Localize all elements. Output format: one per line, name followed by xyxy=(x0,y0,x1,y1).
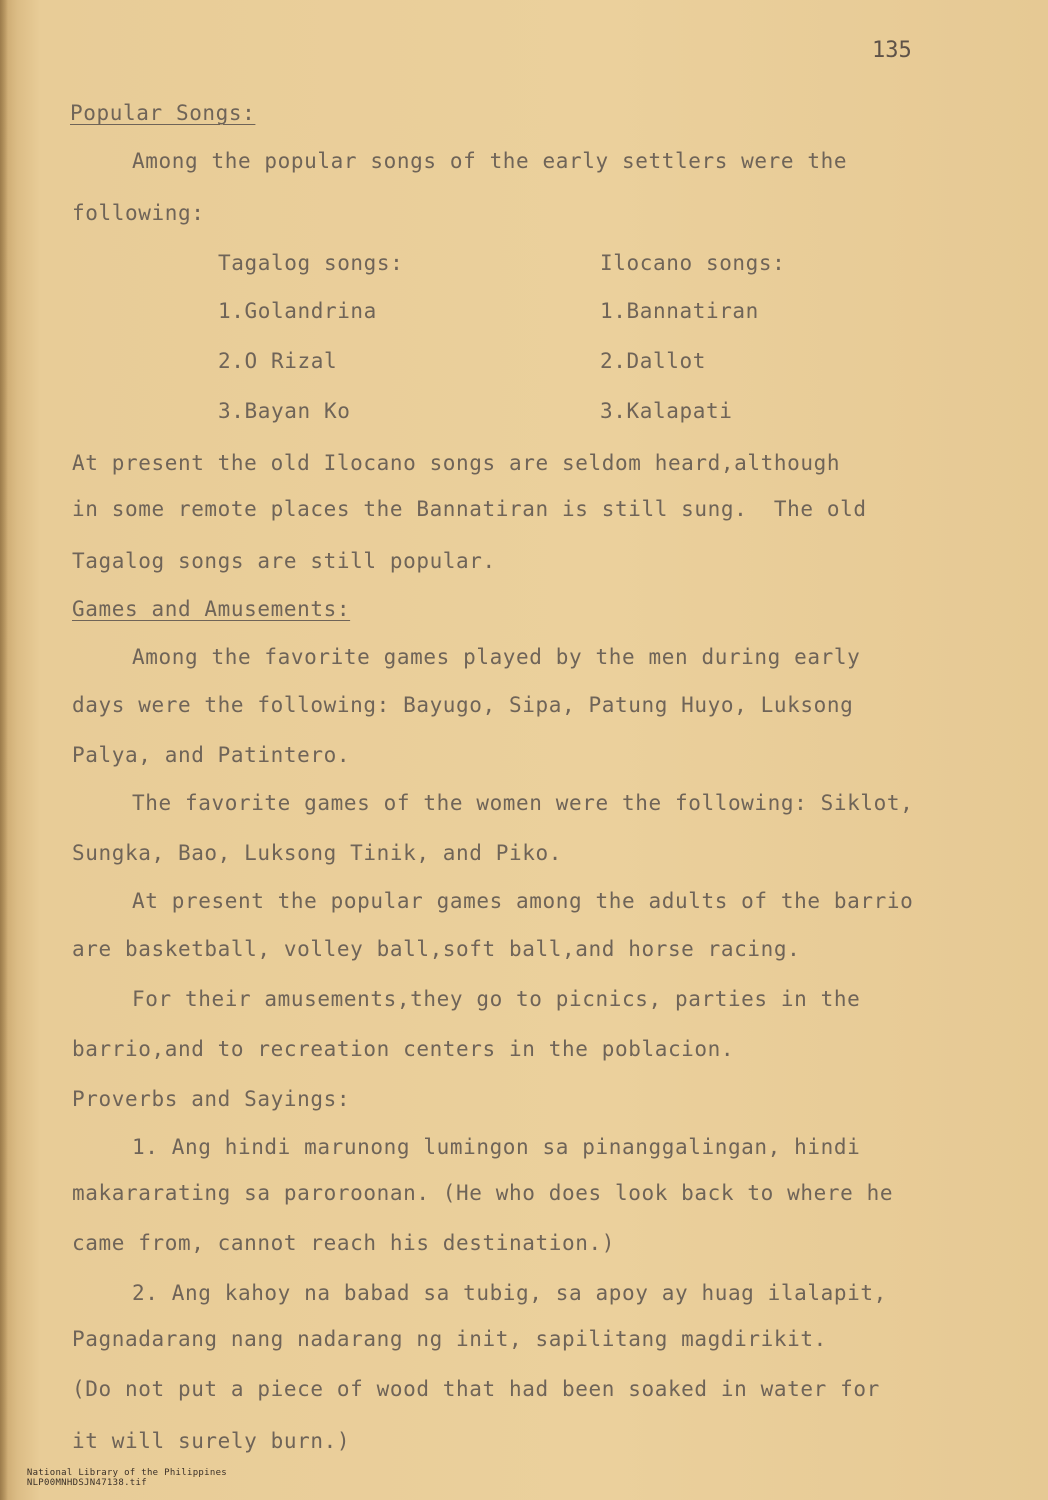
footer-file: NLP00MNHDSJN47138.tif xyxy=(26,1478,147,1488)
games-men-line-3: Palya, and Patintero. xyxy=(72,743,351,767)
proverb-1-line-2: makararating sa paroroonan. (He who does look back to where he xyxy=(72,1181,894,1205)
amusements-line-2: barrio,and to recreation centers in the poblacion. xyxy=(72,1037,735,1061)
games-heading: Games and Amusements: xyxy=(72,597,351,621)
tagalog-song-1: 1.Golandrina xyxy=(218,299,377,323)
proverb-2-line-1: 2. Ang kahoy na babad sa tubig, sa apoy ay huag ilalapit, xyxy=(132,1281,887,1305)
songs-note-line-1: At present the old Ilocano songs are seldom heard,although xyxy=(72,451,841,475)
ilocano-song-2: 2.Dallot xyxy=(600,349,706,373)
games-women-line-1: The favorite games of the women were the following: Siklot, xyxy=(132,791,914,815)
page-number: 135 xyxy=(872,38,912,63)
songs-intro-line-1: Among the popular songs of the early settlers were the xyxy=(132,149,848,173)
tagalog-song-3: 3.Bayan Ko xyxy=(218,399,351,423)
proverb-2-line-2: Pagnadarang nang nadarang ng init, sapilitang magdirikit. xyxy=(72,1327,827,1351)
tagalog-songs-title: Tagalog songs: xyxy=(218,251,404,275)
proverb-1-line-1: 1. Ang hindi marunong lumingon sa pinanggalingan, hindi xyxy=(132,1135,861,1159)
proverb-1-line-3: came from, cannot reach his destination.) xyxy=(72,1231,615,1255)
songs-note-line-3: Tagalog songs are still popular. xyxy=(72,549,496,573)
songs-heading: Popular Songs: xyxy=(70,101,256,125)
ilocano-song-3: 3.Kalapati xyxy=(600,399,733,423)
proverb-2-line-4: it will surely burn.) xyxy=(72,1429,351,1453)
proverb-2-line-3: (Do not put a piece of wood that had been soaked in water for xyxy=(72,1377,880,1401)
games-women-line-2: Sungka, Bao, Luksong Tinik, and Piko. xyxy=(72,841,562,865)
scan-footer xyxy=(4,1458,257,1498)
amusements-line-1: For their amusements,they go to picnics, parties in the xyxy=(132,987,861,1011)
songs-intro-line-2: following: xyxy=(72,201,205,225)
ilocano-songs-title: Ilocano songs: xyxy=(600,251,786,275)
footer-library: National Library of the Philippines xyxy=(26,1468,228,1478)
proverbs-heading: Proverbs and Sayings: xyxy=(72,1087,351,1111)
ilocano-song-1: 1.Bannatiran xyxy=(600,299,759,323)
games-men-line-1: Among the favorite games played by the men during early xyxy=(132,645,861,669)
games-men-line-2: days were the following: Bayugo, Sipa, Patung Huyo, Luksong xyxy=(72,693,854,717)
tagalog-song-2: 2.O Rizal xyxy=(218,349,338,373)
games-present-line-1: At present the popular games among the adults of the barrio xyxy=(132,889,914,913)
page-binding-shadow xyxy=(0,0,8,1500)
games-present-line-2: are basketball, volley ball,soft ball,and horse racing. xyxy=(72,937,801,961)
songs-note-line-2: in some remote places the Bannatiran is still sung. The old xyxy=(72,497,867,521)
